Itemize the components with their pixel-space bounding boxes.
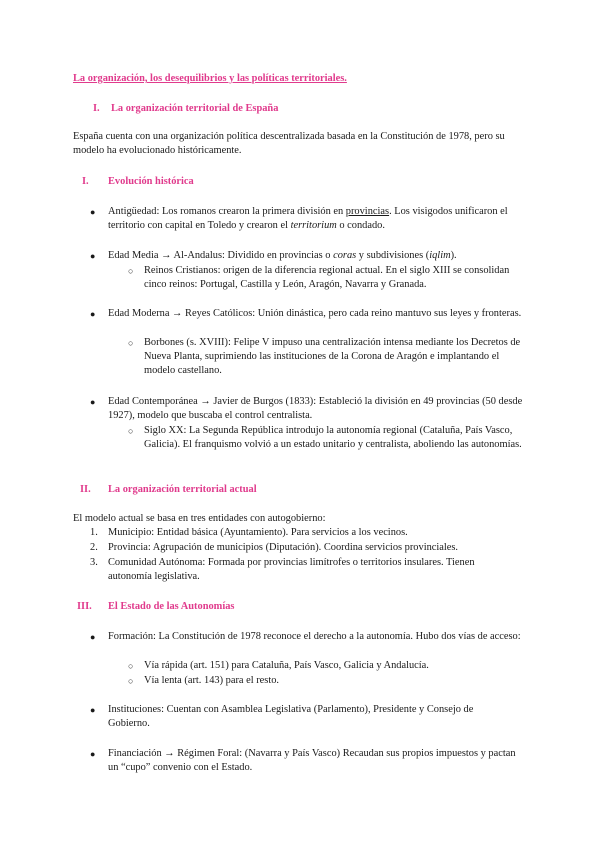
text-run: . Los visigodos unificaron el territorio con capital en Toledo y crearon el — [108, 206, 508, 231]
bullet-icon: ● — [90, 309, 96, 319]
sub-item-borbones: Borbones (s. XVIII): Felipe V impuso una centralización intensa mediante los Decretos de Nueva Planta, suprimiendo las instituciones de la Corona de Aragón e implantando el modelo castellano. — [144, 337, 521, 376]
section-number: III. — [77, 601, 92, 612]
section-number: I. — [82, 176, 89, 187]
text-run-italic: territorium — [290, 220, 337, 231]
section-label: La organización territorial de España — [111, 103, 279, 114]
text-run-underlined: provincias — [345, 206, 390, 217]
circle-bullet-icon: ○ — [128, 426, 134, 436]
intro-paragraph: España cuenta con una organización política descentralizada basada en la Constitución de 1978, pero su modelo ha evolucionado históricamente. — [73, 131, 505, 156]
list-item-antiguedad — [108, 205, 528, 233]
list-item-instituciones: Instituciones: Cuentan con Asamblea Legislativa (Parlamento), Presidente y Consejo de Gobierno. — [108, 704, 474, 729]
list-number: 3. — [90, 557, 98, 568]
bullet-icon: ● — [90, 749, 96, 759]
circle-bullet-icon: ○ — [128, 266, 134, 276]
list-item-formacion: Formación: La Constitución de 1978 reconoce el derecho a la autonomía. Hubo dos vías de acceso: — [108, 631, 521, 642]
sub-item-via-rapida: Vía rápida (art. 151) para Cataluña, País Vasco, Galicia y Andalucía. — [144, 660, 429, 671]
section-number: I. — [93, 103, 100, 114]
section-label: La organización territorial actual — [108, 484, 257, 495]
circle-bullet-icon: ○ — [128, 676, 134, 686]
page-title: La organización, los desequilibrios y las políticas territoriales. — [73, 73, 347, 84]
text-run-italic: coras — [333, 250, 357, 261]
bullet-icon: ● — [90, 397, 96, 407]
sub-item-via-lenta: Vía lenta (art. 143) para el resto. — [144, 675, 280, 686]
text-run: Edad Media → Al-Andalus: Dividido en provincias o — [108, 250, 334, 261]
sub-item-reinos: Reinos Cristianos: origen de la diferencia regional actual. En el siglo XIII se consolidan cinco reinos: Portugal, Castilla y León, Aragón, Navarra y Granada. — [144, 265, 510, 290]
list-item-edad-moderna: Edad Moderna → Reyes Católicos: Unión dinástica, pero cada reino mantuvo sus leyes y fronteras. — [108, 308, 522, 319]
numbered-item-comunidad: Comunidad Autónoma: Formada por provincias limítrofes o territorios insulares. Tienen autonomía legislativa. — [108, 557, 475, 582]
circle-bullet-icon: ○ — [128, 661, 134, 671]
section-heading-evolucion — [82, 175, 194, 189]
text-run: o condado. — [336, 220, 385, 231]
list-item-financiacion: Financiación → Régimen Foral: (Navarra y País Vasco) Recaudan sus propios impuestos y pactan un “cupo” convenio con el Estado. — [108, 748, 516, 773]
text-run-italic: iqlim — [429, 250, 451, 261]
section-label: Evolución histórica — [108, 176, 194, 187]
list-item-edad-contemporanea: Edad Contemporánea → Javier de Burgos (1833): Estableció la división en 49 provincias (50 desde 1927), modelo que buscaba el control centralista. — [108, 396, 523, 421]
list-number: 1. — [90, 527, 98, 538]
list-number: 2. — [90, 542, 98, 553]
text-run: Antigüedad: Los romanos crearon la primera división en — [108, 206, 346, 217]
bullet-icon: ● — [90, 251, 96, 261]
numbered-item-provincia: Provincia: Agrupación de municipios (Diputación). Coordina servicios provinciales. — [108, 542, 459, 553]
bullet-icon: ● — [90, 207, 96, 217]
actual-intro: El modelo actual se basa en tres entidades con autogobierno: — [73, 513, 326, 524]
text-run: y subdivisiones ( — [356, 250, 430, 261]
section-heading-actual — [80, 483, 257, 497]
numbered-item-municipio: Municipio: Entidad básica (Ayuntamiento). Para servicios a los vecinos. — [108, 527, 408, 538]
bullet-icon: ● — [90, 632, 96, 642]
sub-item-siglo-xx: Siglo XX: La Segunda República introdujo la autonomía regional (Cataluña, País Vasco, Galicia). El franquismo volvió a un estado unitario y centralista, aboliendo las autonomías. — [144, 425, 522, 450]
section-heading-autonomias — [77, 600, 234, 614]
section-heading-organizacion — [93, 102, 278, 116]
circle-bullet-icon: ○ — [128, 338, 134, 348]
text-run: ). — [450, 250, 457, 261]
bullet-icon: ● — [90, 705, 96, 715]
section-label: El Estado de las Autonomías — [108, 601, 235, 612]
section-number: II. — [80, 484, 91, 495]
list-item-edad-media — [108, 249, 528, 263]
